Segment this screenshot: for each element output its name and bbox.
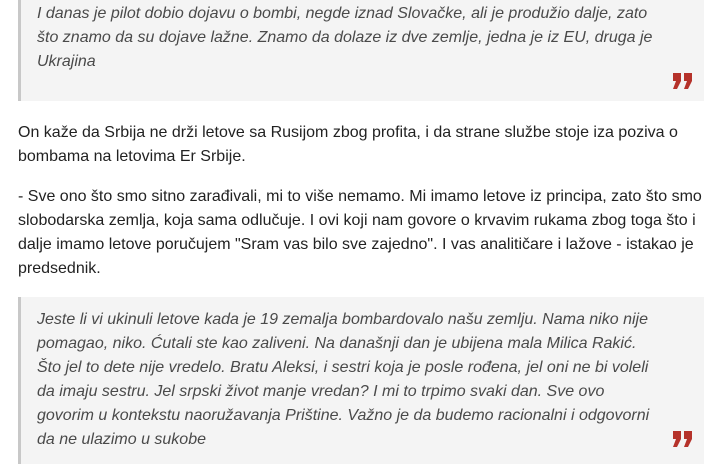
blockquote-2-text: Jeste li vi ukinuli letove kada je 19 zemalja bombardovalo našu zemlju. Nama niko nije pomagao, niko. Ćutali ste kao zaliveni. Na današnji dan je ubijena mala Milica Rakić. Što jel to dete nije vredelo. Bratu Aleksi, i sestri koja je posle rođena, jel oni ne bi voleli da imaju sestru. Jel srpski život manje vredan? I mi to trpimo svaki dan. Sve ovo govorim u kontekstu naoružavanja Prištine. Važno je da budemo racionalni i odgovorni da ne ulazimo u sukobe — [37, 311, 650, 448]
blockquote-2 — [18, 297, 704, 464]
article-paragraph-2: - Sve ono što smo sitno zarađivali, mi to više nemamo. Mi imamo letove iz principa, zato što smo slobodarska zemlja, koja sama odlučuje. I ovi koji nam govore o krvavim rukama zbog toga što i dalje imamo letove poručujem "Sram vas bilo sve zajedno". I vas analitičare i lažove - istakao je predsednik. — [18, 188, 702, 277]
blockquote-1 — [18, 0, 704, 101]
article-paragraph-1: On kaže da Srbija ne drži letove sa Rusijom zbog profita, i da strane službe stoje iza poziva o bombama na letovima Er Srbije. — [18, 124, 678, 165]
closing-quote-icon — [672, 73, 694, 89]
blockquote-1-text: I danas je pilot dobio dojavu o bombi, negde iznad Slovačke, ali je produžio dalje, zato što znamo da su dojave lažne. Znamo da dolaze iz dve zemlje, jedna je iz EU, druga je Ukrajina — [37, 5, 653, 70]
closing-quote-icon — [672, 431, 694, 447]
